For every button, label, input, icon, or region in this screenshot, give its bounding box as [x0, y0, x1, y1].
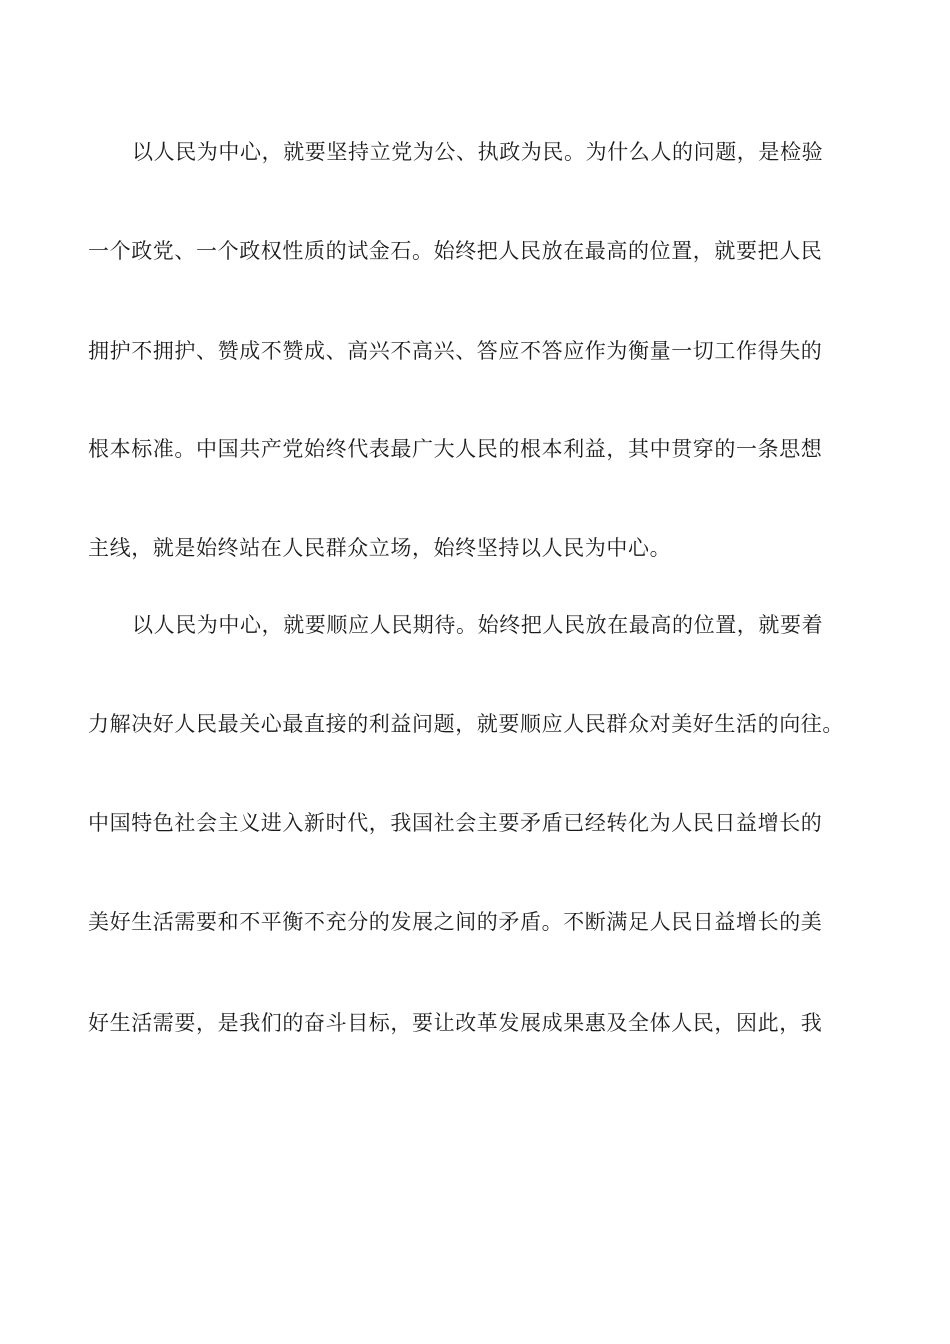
text-line: 中国特色社会主义进入新时代，我国社会主要矛盾已经转化为人民日益增长的	[88, 811, 823, 835]
text-line: 好生活需要，是我们的奋斗目标，要让改革发展成果惠及全体人民，因此，我	[88, 1011, 823, 1035]
text-line: 根本标准。中国共产党始终代表最广大人民的根本利益，其中贯穿的一条思想	[88, 437, 823, 461]
text-line: 一个政党、一个政权性质的试金石。始终把人民放在最高的位置，就要把人民	[88, 239, 823, 263]
text-line: 以人民为中心，就要顺应人民期待。始终把人民放在最高的位置，就要着	[132, 613, 824, 637]
text-line: 主线，就是始终站在人民群众立场，始终坚持以人民为中心。	[88, 536, 672, 560]
text-line: 力解决好人民最关心最直接的利益问题，就要顺应人民群众对美好生活的向往。	[88, 712, 844, 736]
text-line: 美好生活需要和不平衡不充分的发展之间的矛盾。不断满足人民日益增长的美	[88, 910, 823, 934]
text-line: 拥护不拥护、赞成不赞成、高兴不高兴、答应不答应作为衡量一切工作得失的	[88, 339, 823, 363]
text-line: 以人民为中心，就要坚持立党为公、执政为民。为什么人的问题，是检验	[132, 140, 824, 164]
